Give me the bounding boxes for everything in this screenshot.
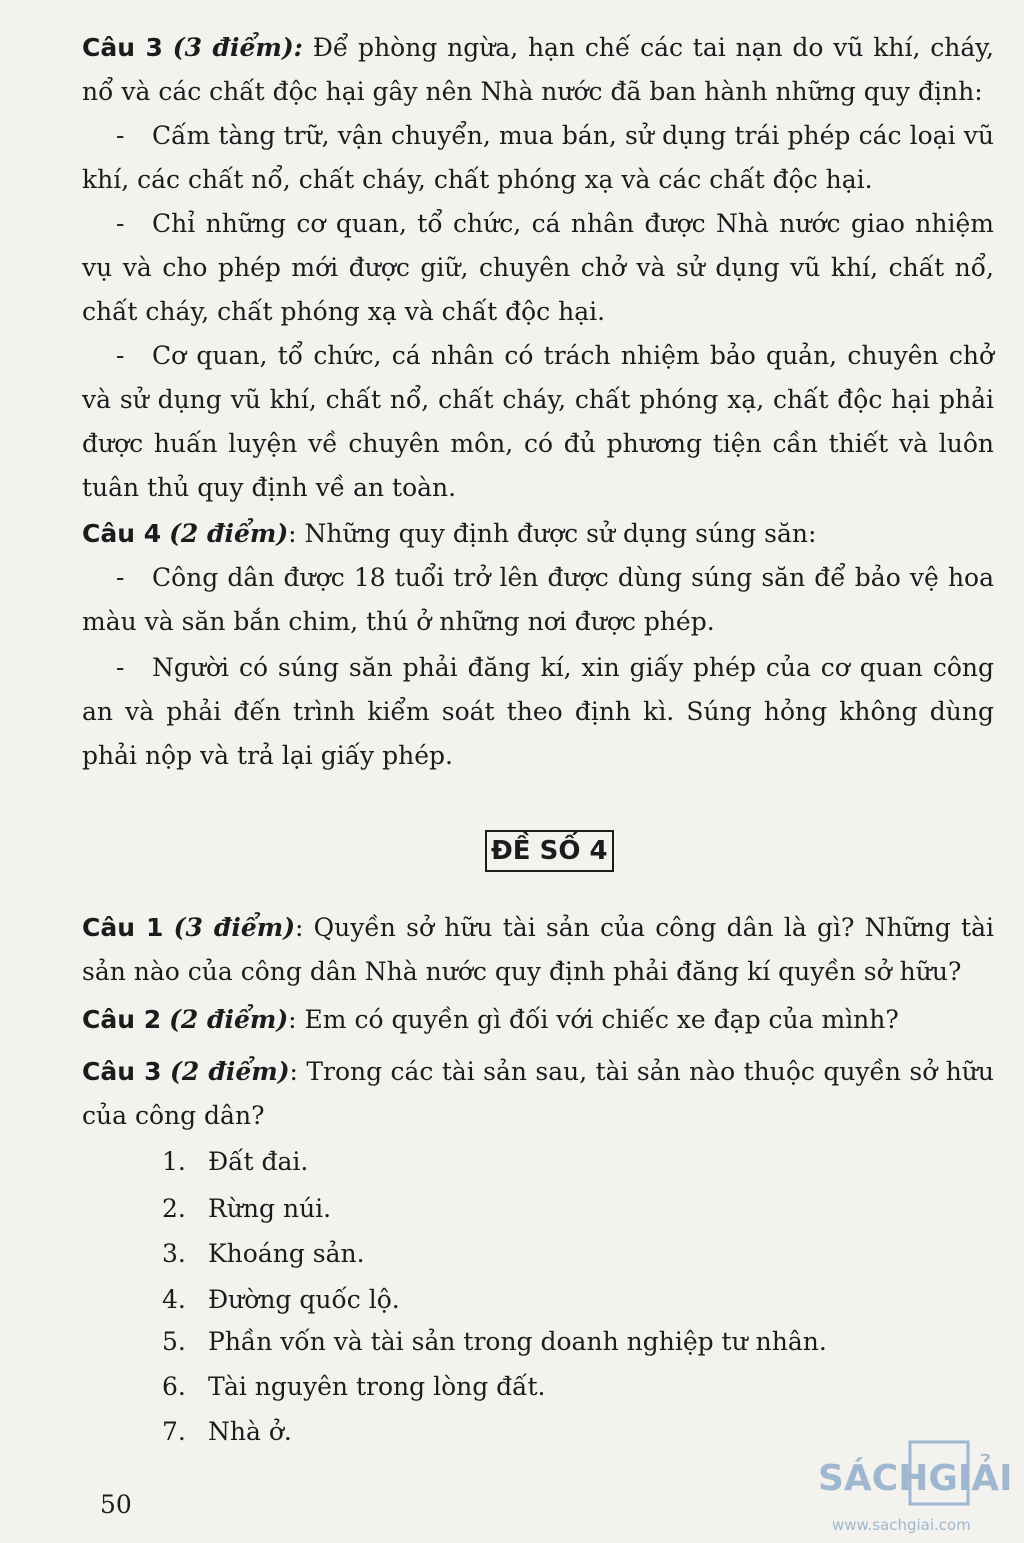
de4-question-2 bbox=[82, 998, 994, 1042]
bullet-text: Cấm tàng trữ, vận chuyển, mua bán, sử dụng trái phép các loại vũ khí, các chất nổ, chất cháy, chất phóng xạ và các chất độc hại. bbox=[82, 121, 994, 194]
bullet-text: Công dân được 18 tuổi trở lên được dùng súng săn để bảo vệ hoa màu và săn bắn chim, thú ở những nơi được phép. bbox=[82, 563, 994, 636]
cau3-bullet-3 bbox=[82, 334, 994, 510]
list-number: 3. bbox=[162, 1239, 186, 1268]
list-text: Nhà ở. bbox=[208, 1417, 292, 1446]
list-number: 4. bbox=[162, 1285, 186, 1314]
question-text: : Những quy định được sử dụng súng săn: bbox=[288, 519, 817, 548]
bullet-text: Chỉ những cơ quan, tổ chức, cá nhân được Nhà nước giao nhiệm vụ và cho phép mới được giữ, chuyên chở và sử dụng vũ khí, chất nổ, chất cháy, chất phóng xạ và chất độc hại. bbox=[82, 209, 994, 326]
list-item bbox=[162, 1365, 546, 1409]
bullet-dash: - bbox=[116, 121, 125, 150]
list-text: Phần vốn và tài sản trong doanh nghiệp tư nhân. bbox=[208, 1327, 827, 1356]
question-text: Để phòng ngừa, hạn chế các tai nạn do vũ khí, cháy, nổ và các chất độc hại gây nên Nhà nước đã ban hành những quy định: bbox=[82, 33, 995, 106]
cau4-bullet-2 bbox=[82, 646, 994, 778]
bullet-text: Cơ quan, tổ chức, cá nhân có trách nhiệm bảo quản, chuyên chở và sử dụng vũ khí, chất nổ, chất cháy, chất phóng xạ, chất độc hại phải được huấn luyện về chuyên môn, có đủ phương tiện cần thiết và luôn tuân thủ quy định về an toàn. bbox=[82, 341, 994, 502]
de4-question-3 bbox=[82, 1050, 994, 1138]
list-item bbox=[162, 1410, 292, 1454]
bullet-dash: - bbox=[116, 563, 125, 592]
list-item bbox=[162, 1232, 365, 1276]
question-points: (2 điểm) bbox=[169, 1057, 290, 1086]
list-number: 1. bbox=[162, 1147, 186, 1176]
question-text: : Em có quyền gì đối với chiếc xe đạp của mình? bbox=[288, 1005, 899, 1034]
cau3-bullet-1 bbox=[82, 114, 994, 202]
question-points: (2 điểm) bbox=[169, 519, 289, 548]
cau4-intro bbox=[82, 512, 994, 556]
question-label: Câu 3 bbox=[82, 1057, 162, 1086]
list-item bbox=[162, 1187, 331, 1231]
list-text: Khoáng sản. bbox=[208, 1239, 365, 1268]
watermark-url: www.sachgiai.com bbox=[832, 1516, 971, 1534]
cau4-bullet-1 bbox=[82, 556, 994, 644]
cau3-intro bbox=[82, 26, 994, 114]
section-heading: ĐỀ SỐ 4 bbox=[485, 830, 614, 872]
question-text: : Trong các tài sản sau, tài sản nào thuộc quyền sở hữu của công dân? bbox=[82, 1057, 995, 1130]
question-points: (2 điểm) bbox=[169, 1005, 289, 1034]
question-points: (3 điểm): bbox=[172, 33, 303, 62]
bullet-dash: - bbox=[116, 209, 125, 238]
list-number: 5. bbox=[162, 1327, 186, 1356]
page-number: 50 bbox=[100, 1490, 132, 1519]
question-label: Câu 2 bbox=[82, 1005, 162, 1034]
list-number: 2. bbox=[162, 1194, 186, 1223]
cau3-bullet-2 bbox=[82, 202, 994, 334]
question-points: (3 điểm) bbox=[173, 913, 296, 942]
list-number: 7. bbox=[162, 1417, 186, 1446]
question-text: : Quyền sở hữu tài sản của công dân là gì? Những tài sản nào của công dân Nhà nước quy định phải đăng kí quyền sở hữu? bbox=[82, 913, 995, 986]
watermark-brand: SÁCHGIẢI bbox=[818, 1458, 1013, 1499]
sachgiai-watermark-logo bbox=[818, 1440, 1018, 1540]
list-item bbox=[162, 1140, 308, 1184]
list-item bbox=[162, 1278, 400, 1322]
list-item bbox=[162, 1320, 827, 1364]
question-label: Câu 1 bbox=[82, 913, 164, 942]
bullet-text: Người có súng săn phải đăng kí, xin giấy phép của cơ quan công an và phải đến trình kiểm soát theo định kì. Súng hỏng không dùng phải nộp và trả lại giấy phép. bbox=[82, 653, 994, 770]
list-number: 6. bbox=[162, 1372, 186, 1401]
de4-question-1 bbox=[82, 906, 994, 994]
bullet-dash: - bbox=[116, 341, 125, 370]
list-text: Đường quốc lộ. bbox=[208, 1285, 400, 1314]
list-text: Tài nguyên trong lòng đất. bbox=[208, 1372, 546, 1401]
list-text: Rừng núi. bbox=[208, 1194, 332, 1223]
question-label: Câu 3 bbox=[82, 33, 163, 62]
question-label: Câu 4 bbox=[82, 519, 162, 548]
bullet-dash: - bbox=[116, 653, 125, 682]
list-text: Đất đai. bbox=[208, 1147, 309, 1176]
